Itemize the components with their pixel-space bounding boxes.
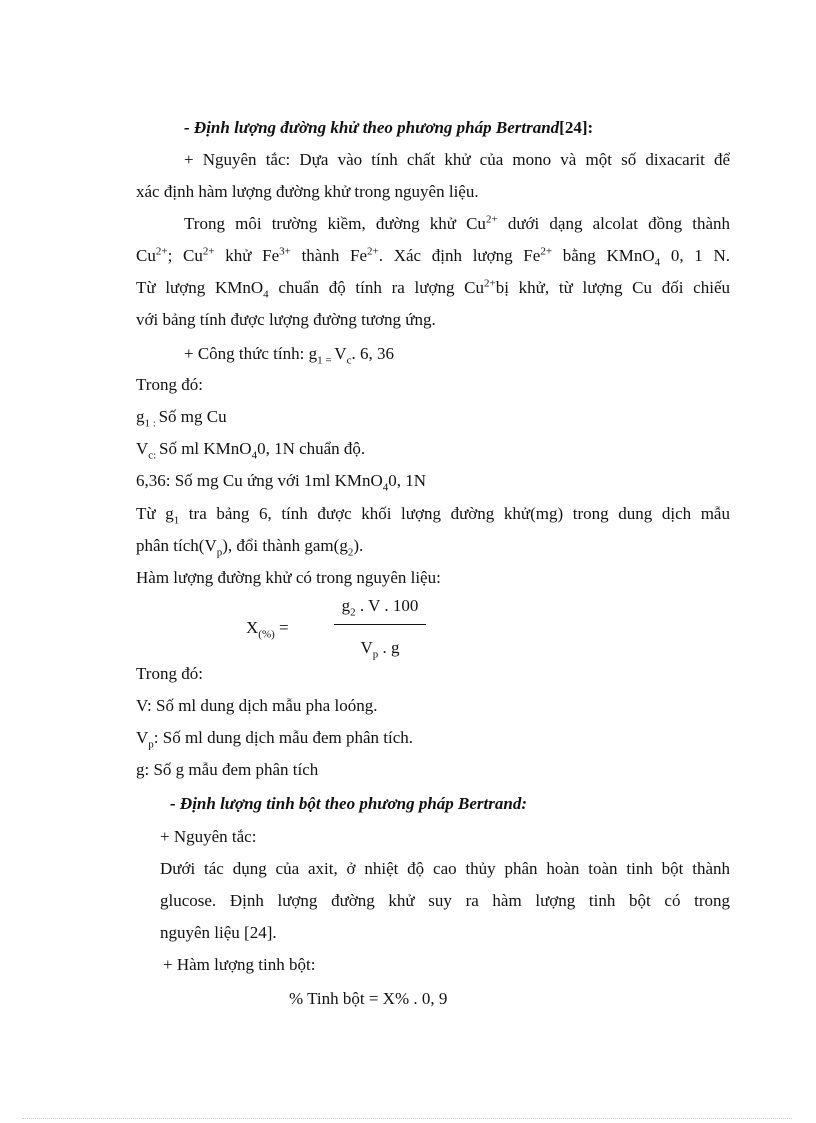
content-line: Hàm lượng đường khử có trong nguyên liệu: bbox=[136, 568, 441, 587]
definition-vp: $V_p$: Số ml dung dịch mẫu đem phân tích. bbox=[136, 728, 413, 751]
starch-body-line-1: Dưới tác dụng của axit, ở nhiệt độ cao thủy phân hoàn toàn tinh bột thành bbox=[160, 859, 730, 878]
where-label: Trong đó: bbox=[136, 375, 203, 394]
paragraph2-line-2: phân $tích(V_p)$, đổi thành $gam(g_2)$. bbox=[136, 536, 364, 559]
section-heading-reducing-sugar bbox=[184, 116, 778, 140]
starch-body-line-2: glucose. Định lượng đường khử suy ra hàm lượng tinh bột có trong bbox=[160, 891, 730, 910]
paragraph2-line-1: Từ $g_1$ tra bảng 6, tính được khối lượng đường khử(mg) trong dung dịch mẫu bbox=[136, 504, 730, 527]
principle-line-1: + Nguyên tắc: Dựa vào tính chất khử của mono và một số dixacarit để bbox=[184, 150, 730, 169]
definition-g: g: Số g mẫu đem phân tích bbox=[136, 760, 319, 779]
definition-vc: $V_{c:}$ Số ml KMnO$_4$0, 1N chuẩn độ. bbox=[136, 439, 366, 462]
starch-principle-label: + Nguyên tắc: bbox=[160, 827, 257, 846]
paragraph-line-1: Trong môi trường kiềm, đường khử $Cu^{2+}$ dưới dạng alcolat đồng thành bbox=[184, 213, 730, 233]
paragraph-line-3: Từ lượng KMnO$_4$ chuẩn độ tính ra lượng $Cu^{2+}bị$ khử, từ lượng Cu đối chiếu bbox=[136, 277, 731, 301]
definition-g1: $g_{1 :}$ Số mg Cu bbox=[136, 407, 227, 430]
formula-numerator: $g_2$ . V . 100 bbox=[341, 596, 419, 619]
paragraph-line-2: $Cu^{2+}$; $Cu^{2+}$ khử $Fe^{3+}$ thành $Fe^{2+}$. Xác định lượng $Fe^{2+}$ bằng KMnO$_4$ 0, 1 N. bbox=[136, 245, 731, 269]
heading-reference: [24]: bbox=[559, 118, 594, 137]
reducing-sugar-formula bbox=[246, 596, 446, 666]
formula-lhs: $X_{(\%)}$ = bbox=[246, 618, 289, 641]
starch-body-line-3: nguyên liệu [24]. bbox=[160, 923, 277, 942]
starch-formula: % Tinh bột = X% . 0, 9 bbox=[289, 989, 448, 1008]
formula-denominator: $V_p$ . g bbox=[360, 638, 400, 661]
where-label-2: Trong đó: bbox=[136, 664, 203, 683]
fraction-bar bbox=[334, 624, 426, 625]
formula-line: + Công thức tính: $g_{1 =}$ $V_c$. 6, 36 bbox=[184, 344, 394, 367]
paragraph-line-4: với bảng tính được lượng đường tương ứng. bbox=[136, 310, 436, 329]
starch-content-label: + Hàm lượng tinh bột: bbox=[163, 955, 316, 974]
definition-636: 6,36: Số mg Cu ứng với 1ml KMnO$_4$0, 1N bbox=[136, 471, 427, 494]
heading-text: - Định lượng đường khử theo phương pháp Bertrand bbox=[184, 118, 560, 137]
section-heading-starch: - Định lượng tinh bột theo phương pháp Bertrand: bbox=[170, 794, 527, 813]
page-bottom-divider bbox=[22, 1118, 792, 1119]
definition-v: V: Số ml dung dịch mẫu pha loóng. bbox=[136, 696, 378, 715]
principle-line-2: xác định hàm lượng đường khử trong nguyên liệu. bbox=[136, 182, 479, 201]
